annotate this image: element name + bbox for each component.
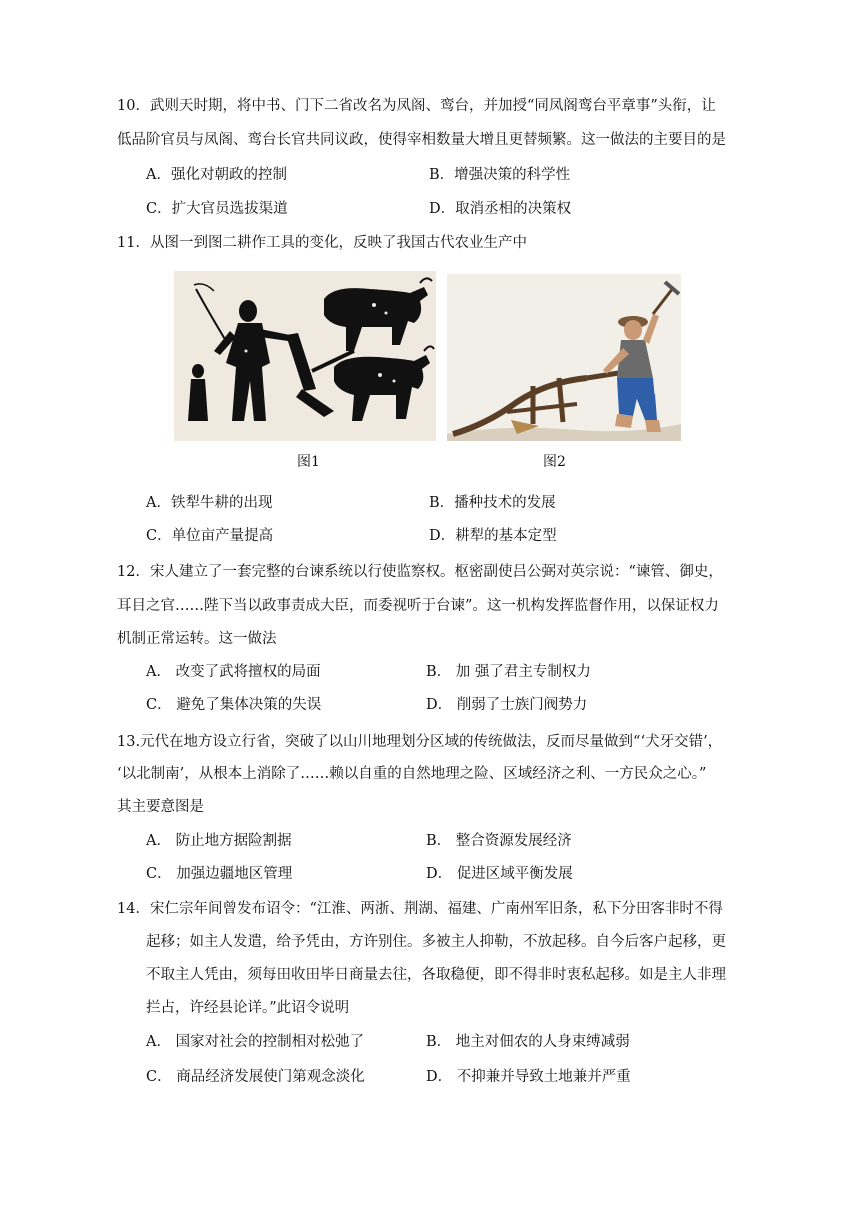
q12-option-a: A． 改变了武将擅权的局面 [146, 664, 321, 680]
q14-option-c: C． 商品经济发展使门第观念淡化 [146, 1069, 365, 1085]
farmer-with-curved-plough-illustration [447, 274, 681, 441]
q12-option-c: C． 避免了集体决策的失误 [146, 697, 322, 713]
q10-stem-line-1: 10．武则天时期，将中书、门下二省改名为凤阁、鸾台，并加授“同凤阁鸾台平章事”头衔，让 [117, 98, 716, 114]
figure-2-caption: 图2 [543, 454, 566, 470]
q11-option-c: C．单位亩产量提高 [146, 528, 274, 544]
q12-stem-line-1: 12．宋人建立了一套完整的台谏系统以行使监察权。枢密副使吕公弼对英宗说：“谏管、御史， [117, 564, 723, 580]
q10-option-c: C．扩大官员选拔渠道 [146, 201, 288, 217]
q14-option-b: B． 地主对佃农的人身束缚减弱 [426, 1034, 630, 1050]
q12-option-d: D． 削弱了士族门阀势力 [426, 697, 588, 713]
q12-stem-line-2: 耳目之官……陛下当以政事责成大臣，而委视听于台谏”。这一机构发挥监督作用，以保证权力 [117, 598, 719, 614]
q14-stem-line-2: 起移；如主人发遣，给予凭由，方许别住。多被主人抑勒，不放起移。自今后客户起移，更 [146, 934, 726, 950]
q11-option-a: A．铁犁牛耕的出现 [146, 495, 273, 511]
q14-option-a: A． 国家对社会的控制相对松弛了 [146, 1034, 365, 1050]
figure-1-caption: 图1 [297, 454, 320, 470]
q13-option-c: C． 加强边疆地区管理 [146, 866, 293, 882]
q13-option-d: D． 促进区域平衡发展 [426, 866, 573, 882]
q14-stem-line-3: 不取主人凭由，须每田收田毕日商量去往，各取稳便，即不得非时衷私起移。如是主人非理 [146, 967, 726, 983]
q14-stem-line-1: 14．宋仁宗年间曾发布诏令：“江淮、两浙、荆湖、福建、广南州军旧条，私下分田客非时不得 [117, 901, 723, 917]
q13-stem-line-2: ‘以北制南’，从根本上消除了……赖以自重的自然地理之险、区域经济之利、一方民众之心。” [117, 766, 707, 782]
q10-stem-line-2: 低品阶官员与凤阁、鸾台长官共同议政，使得宰相数量大增且更替频繁。这一做法的主要目的是 [117, 132, 726, 148]
q11-option-b: B．播种技术的发展 [429, 495, 556, 511]
q11-stem-line-1: 11．从图一到图二耕作工具的变化，反映了我国古代农业生产中 [117, 235, 527, 251]
ox-plough-silhouette-illustration [174, 271, 436, 441]
q12-stem-line-3: 机制正常运转。这一做法 [117, 631, 277, 647]
q11-option-d: D．耕犁的基本定型 [429, 528, 557, 544]
q10-option-d: D．取消丞相的决策权 [429, 201, 572, 217]
q10-option-a: A．强化对朝政的控制 [146, 167, 287, 183]
q12-option-b: B． 加 强了君主专制权力 [426, 664, 591, 680]
q13-option-b: B． 整合资源发展经济 [426, 833, 572, 849]
q10-option-b: B．增强决策的科学性 [429, 167, 571, 183]
q14-option-d: D． 不抑兼并导致土地兼并严重 [426, 1069, 631, 1085]
q13-stem-line-1: 13.元代在地方设立行省，突破了以山川地理划分区域的传统做法，反而尽量做到“‘犬牙交错’， [117, 734, 723, 750]
q13-stem-line-3: 其主要意图是 [117, 799, 204, 815]
q14-stem-line-4: 拦占，许经县论详。”此诏令说明 [146, 1000, 350, 1016]
q13-option-a: A． 防止地方据险割据 [146, 833, 292, 849]
